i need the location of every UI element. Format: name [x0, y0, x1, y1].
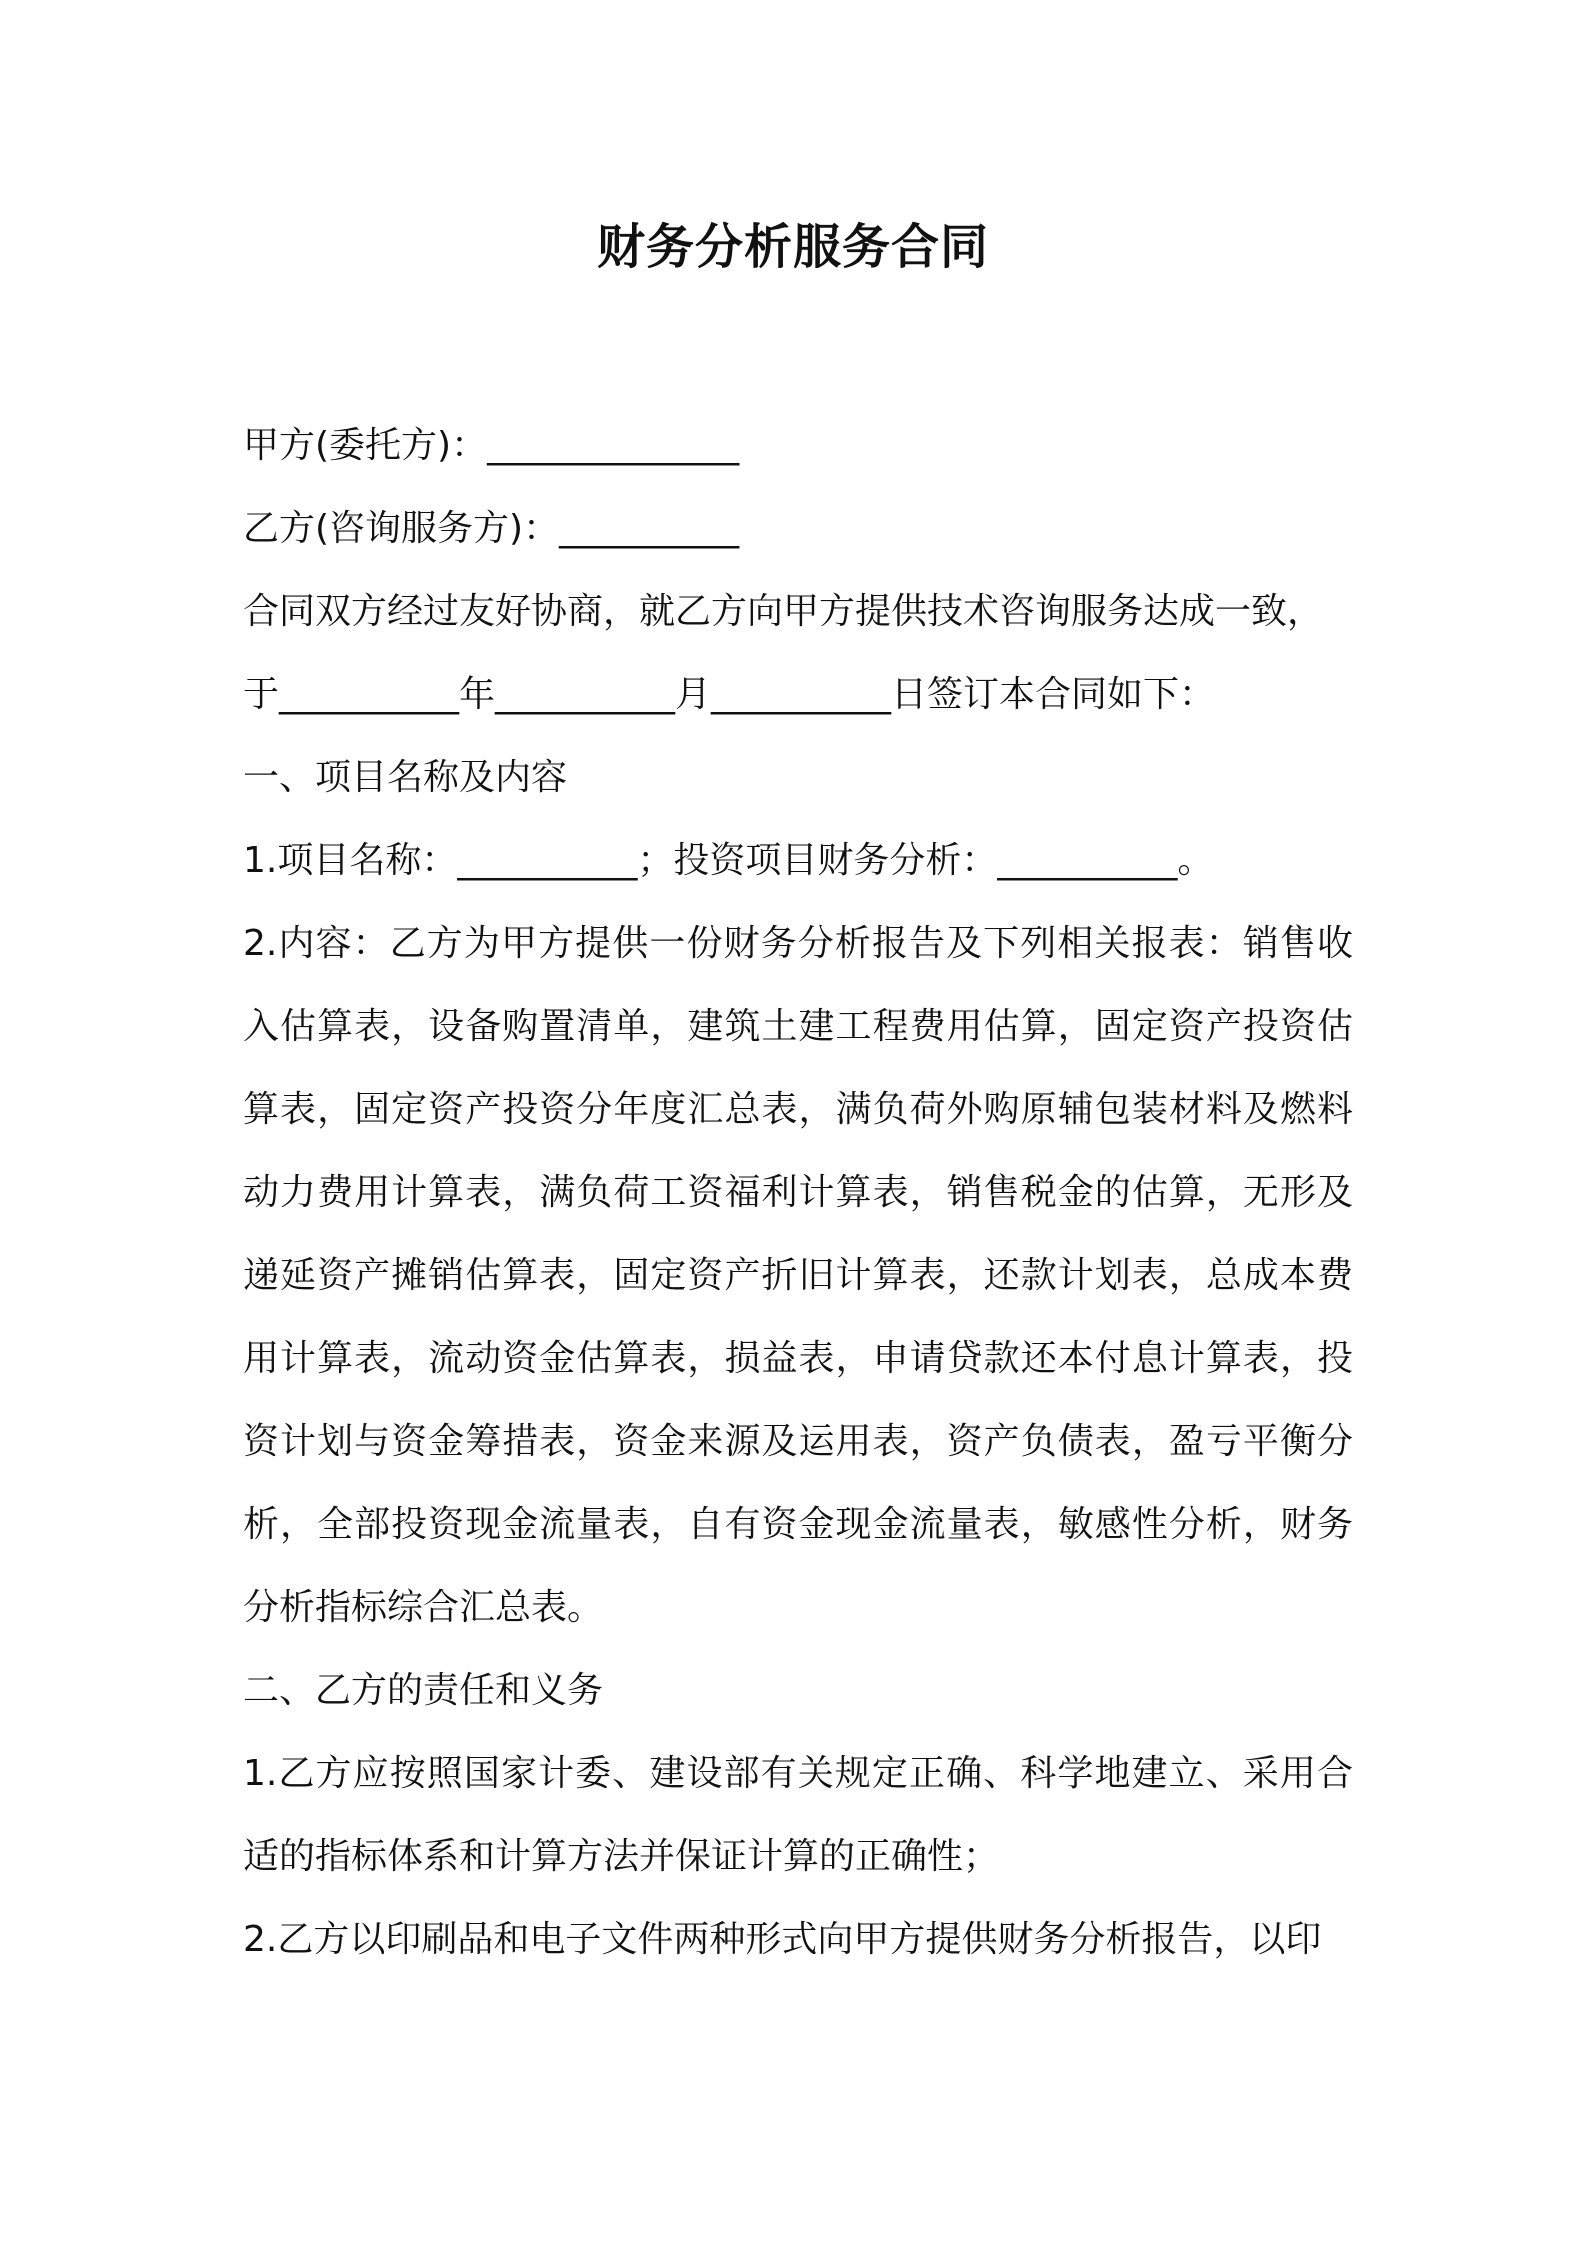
intro-line-2: 于__________年__________月__________日签订本合同如下： [243, 674, 1216, 715]
document-title: 财务分析服务合同 [596, 219, 989, 275]
section-1-heading: 一、项目名称及内容 [243, 757, 568, 798]
party-a-line: 甲方(委托方)：______________ [243, 425, 740, 466]
item-2-1: 1.乙方应按照国家计委、建设部有关规定正确、科学地建立、采用合适的指标体系和计算方法并保证计算的正确性； [243, 1753, 1353, 1877]
document-body [243, 404, 1353, 1981]
item-1-1: 1.项目名称：__________；投资项目财务分析：__________。 [243, 840, 1214, 881]
item-2-2: 2.乙方以印刷品和电子文件两种形式向甲方提供财务分析报告，以印 [243, 1919, 1322, 1960]
intro-line-1: 合同双方经过友好协商，就乙方向甲方提供技术咨询服务达成一致， [243, 591, 1324, 632]
section-2-heading: 二、乙方的责任和义务 [243, 1670, 604, 1711]
party-b-line: 乙方(咨询服务方)：__________ [243, 508, 740, 549]
item-1-2: 2.内容：乙方为甲方提供一份财务分析报告及下列相关报表：销售收入估算表，设备购置清单，建筑土建工程费用估算，固定资产投资估算表，固定资产投资分年度汇总表，满负荷外购原辅包装材料及燃料动力费用计算表，满负荷工资福利计算表，销售税金的估算，无形及递延资产摊销估算表，固定资产折旧计算表，还款计划表，总成本费用计算表，流动资金估算表，损益表，申请贷款还本付息计算表，投资计划与资金筹措表，资金来源及运用表，资产负债表，盈亏平衡分析，全部投资现金流量表，自有资金现金流量表，敏感性分析，财务分析指标综合汇总表。 [243, 923, 1353, 1628]
